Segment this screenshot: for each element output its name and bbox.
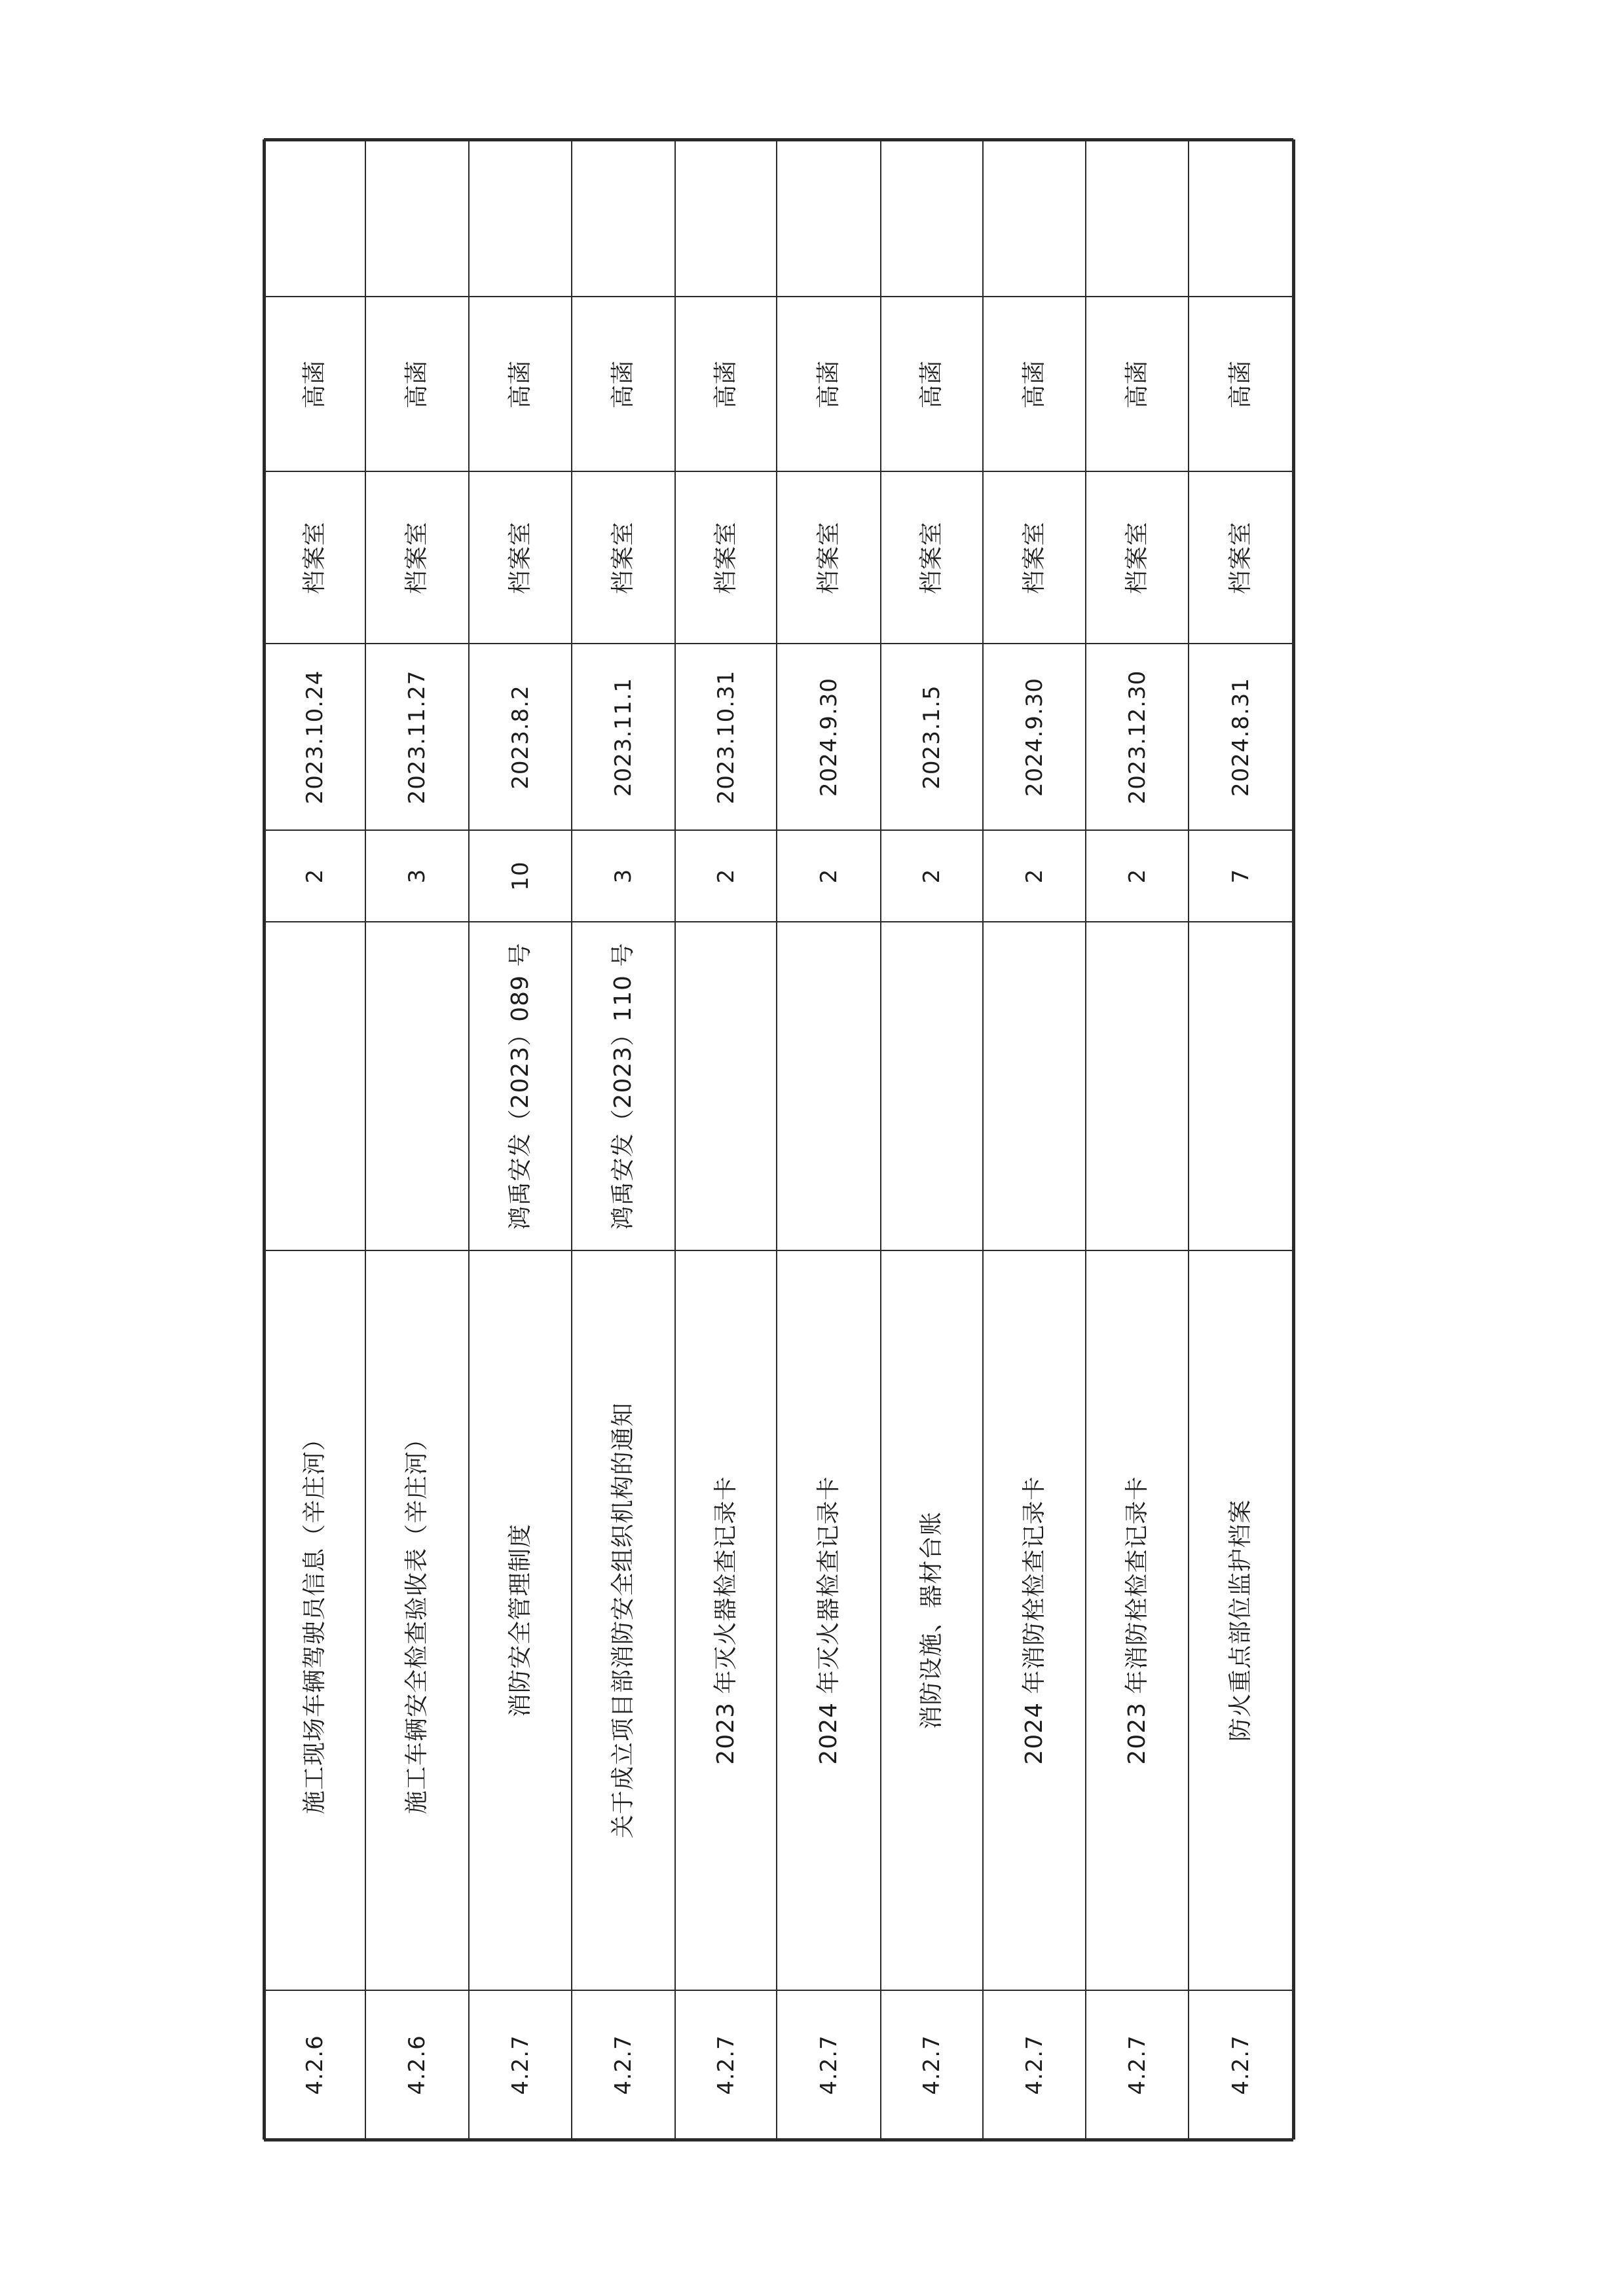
- row-divider-line: [263, 139, 266, 2140]
- cell-title: 施工现场车辆驾驶员信息（辛庄河）: [301, 1426, 328, 1815]
- cell-pages: 2: [919, 868, 945, 884]
- cell-pages: 3: [404, 868, 430, 884]
- cell-pages: 2: [712, 868, 739, 884]
- cell-date: 2023.10.24: [301, 670, 328, 804]
- cell-clause: 4.2.7: [1021, 2035, 1048, 2095]
- cell-title: 2023 年灭火器检查记录卡: [712, 1476, 739, 1765]
- cell-location: 档案室: [301, 520, 328, 594]
- cell-title: 关于成立项目部消防安全组织机构的通知: [610, 1402, 637, 1839]
- cell-pages: 3: [610, 868, 637, 884]
- cell-location: 档案室: [1227, 520, 1254, 594]
- column-divider-line: [264, 921, 1293, 922]
- cell-clause: 4.2.7: [507, 2035, 534, 2095]
- cell-title: 2024 年消防栓检查记录卡: [1020, 1476, 1048, 1765]
- cell-date: 2023.11.1: [610, 677, 637, 797]
- cell-doc-no: 鸿禹安发（2023）089 号: [506, 942, 534, 1230]
- cell-pages: 2: [301, 868, 328, 884]
- cell-clause: 4.2.7: [1228, 2035, 1254, 2095]
- column-divider-line: [264, 1250, 1293, 1251]
- cell-location: 档案室: [815, 520, 842, 594]
- cell-person: 高菡: [1227, 359, 1254, 409]
- cell-pages: 2: [815, 868, 842, 884]
- cell-location: 档案室: [403, 520, 430, 594]
- column-divider-line: [264, 138, 1293, 141]
- cell-date: 2023.11.27: [404, 670, 430, 804]
- cell-date: 2023.12.30: [1124, 670, 1151, 804]
- row-divider-line: [776, 139, 777, 2140]
- cell-title: 消防安全管理制度: [506, 1523, 534, 1718]
- cell-person: 高菡: [712, 359, 739, 409]
- cell-clause: 4.2.6: [301, 2035, 328, 2095]
- cell-date: 2024.9.30: [815, 677, 842, 797]
- cell-pages: 2: [1021, 868, 1048, 884]
- cell-date: 2023.1.5: [919, 684, 945, 790]
- column-divider-line: [264, 471, 1293, 472]
- cell-pages: 7: [1228, 868, 1254, 884]
- cell-title: 2023 年消防栓检查记录卡: [1123, 1476, 1151, 1765]
- row-divider-line: [1188, 139, 1189, 2140]
- cell-clause: 4.2.7: [712, 2035, 739, 2095]
- cell-person: 高菡: [918, 359, 945, 409]
- cell-title: 2024 年灭火器检查记录卡: [815, 1476, 842, 1765]
- column-divider-line: [264, 1990, 1293, 1991]
- cell-location: 档案室: [1020, 520, 1048, 594]
- cell-clause: 4.2.6: [404, 2035, 430, 2095]
- cell-clause: 4.2.7: [919, 2035, 945, 2095]
- cell-date: 2024.9.30: [1021, 677, 1048, 797]
- row-divider-line: [1085, 139, 1086, 2140]
- column-divider-line: [264, 2138, 1293, 2141]
- cell-location: 档案室: [610, 520, 637, 594]
- row-divider-line: [468, 139, 470, 2140]
- cell-person: 高菡: [610, 359, 637, 409]
- cell-title: 消防设施、器材台账: [918, 1511, 945, 1730]
- row-divider-line: [1292, 139, 1295, 2140]
- cell-date: 2024.8.31: [1228, 677, 1254, 797]
- cell-date: 2023.10.31: [712, 670, 739, 804]
- cell-location: 档案室: [1123, 520, 1151, 594]
- cell-clause: 4.2.7: [1124, 2035, 1151, 2095]
- cell-doc-no: 鸿禹安发（2023）110 号: [610, 942, 637, 1230]
- cell-title: 防火重点部位监护档案: [1227, 1499, 1254, 1742]
- cell-pages: 2: [1124, 868, 1151, 884]
- cell-date: 2023.8.2: [507, 684, 534, 790]
- row-divider-line: [365, 139, 366, 2140]
- row-divider-line: [982, 139, 984, 2140]
- cell-person: 高菡: [301, 359, 328, 409]
- cell-title: 施工车辆安全检查验收表（辛庄河）: [403, 1426, 430, 1815]
- column-divider-line: [264, 643, 1293, 644]
- row-divider-line: [880, 139, 881, 2140]
- cell-person: 高菡: [1123, 359, 1151, 409]
- cell-location: 档案室: [712, 520, 739, 594]
- cell-person: 高菡: [1020, 359, 1048, 409]
- row-divider-line: [571, 139, 572, 2140]
- cell-location: 档案室: [506, 520, 534, 594]
- row-divider-line: [674, 139, 676, 2140]
- cell-clause: 4.2.7: [815, 2035, 842, 2095]
- cell-person: 高菡: [815, 359, 842, 409]
- cell-clause: 4.2.7: [610, 2035, 637, 2095]
- column-divider-line: [264, 829, 1293, 831]
- cell-location: 档案室: [918, 520, 945, 594]
- cell-person: 高菡: [506, 359, 534, 409]
- cell-person: 高菡: [403, 359, 430, 409]
- cell-pages: 10: [507, 861, 534, 891]
- column-divider-line: [264, 296, 1293, 297]
